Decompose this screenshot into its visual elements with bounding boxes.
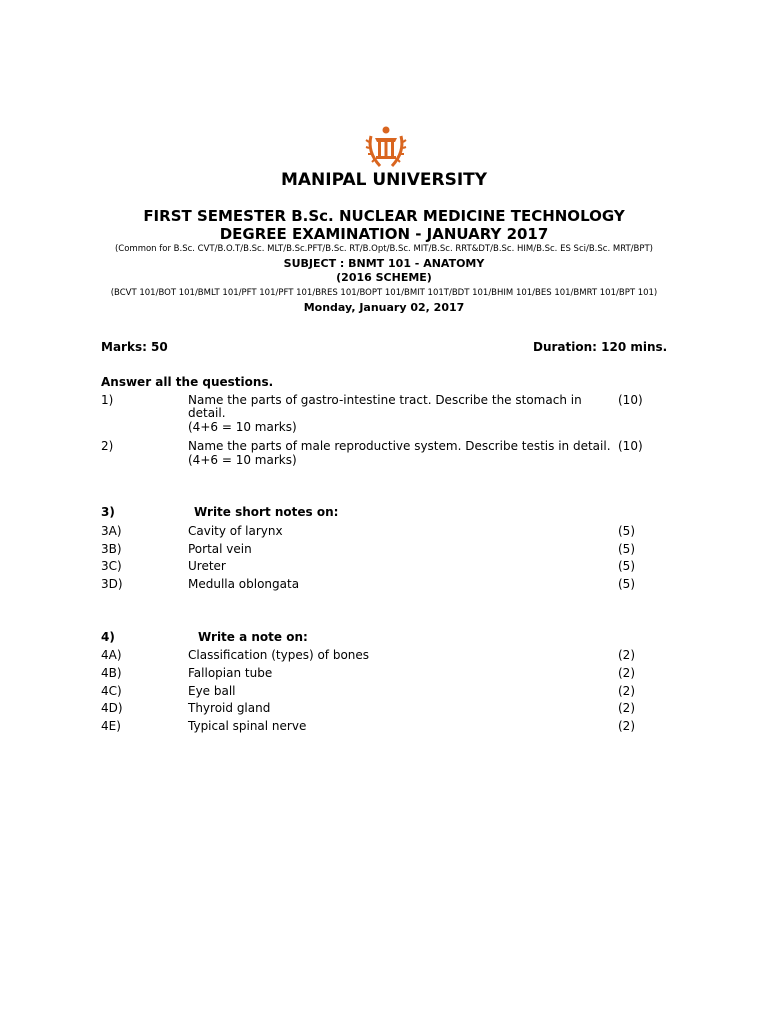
item-marks: (2)	[618, 701, 635, 715]
question-number: 2)	[101, 439, 114, 453]
total-marks: Marks: 50	[101, 340, 168, 354]
item-marks: (5)	[618, 524, 635, 538]
item-text: Eye ball	[188, 684, 236, 698]
common-note: (Common for B.Sc. CVT/B.O.T/B.Sc. MLT/B.Sc.PFT/B.Sc. RT/B.Opt/B.Sc. MIT/B.Sc. RRT&DT/B.Sc. HIM/B.Sc. ES Sci/B.Sc. MRT/BPT)	[114, 244, 654, 254]
instructions: Answer all the questions.	[101, 375, 274, 389]
exam-subtitle: DEGREE EXAMINATION - JANUARY 2017	[219, 225, 549, 243]
item-number: 4E)	[101, 719, 121, 733]
section-number: 4)	[101, 630, 115, 644]
item-text: Medulla oblongata	[188, 577, 300, 591]
item-marks: (5)	[618, 542, 635, 556]
item-text: Typical spinal nerve	[188, 719, 307, 733]
exam-date: Monday, January 02, 2017	[303, 301, 465, 314]
item-marks: (2)	[618, 684, 635, 698]
item-marks: (5)	[618, 577, 635, 591]
item-number: 4B)	[101, 666, 122, 680]
question-breakup: (4+6 = 10 marks)	[188, 453, 297, 467]
section-heading: Write a note on:	[198, 630, 308, 644]
item-number: 3C)	[101, 559, 122, 573]
section-heading: Write short notes on:	[194, 505, 339, 519]
section-number: 3)	[101, 505, 115, 519]
subject-line: SUBJECT : BNMT 101 - ANATOMY	[283, 257, 485, 270]
item-number: 3B)	[101, 542, 122, 556]
item-text: Portal vein	[188, 542, 252, 556]
university-title: MANIPAL UNIVERSITY	[280, 170, 488, 190]
item-number: 3A)	[101, 524, 122, 538]
item-text: Ureter	[188, 559, 226, 573]
item-marks: (2)	[618, 648, 635, 662]
duration: Duration: 120 mins.	[533, 340, 668, 354]
item-number: 4A)	[101, 648, 122, 662]
item-text: Cavity of larynx	[188, 524, 283, 538]
item-number: 4D)	[101, 701, 123, 715]
question-number: 1)	[101, 393, 114, 407]
item-text: Classification (types) of bones	[188, 648, 370, 662]
item-text: Fallopian tube	[188, 666, 273, 680]
question-text: Name the parts of gastro-intestine tract. Describe the stomach in	[188, 393, 582, 407]
question-breakup: (4+6 = 10 marks)	[188, 420, 297, 434]
item-marks: (5)	[618, 559, 635, 573]
scheme-line: (2016 SCHEME)	[336, 271, 432, 284]
item-number: 3D)	[101, 577, 123, 591]
item-number: 4C)	[101, 684, 122, 698]
item-text: Thyroid gland	[188, 701, 271, 715]
item-marks: (2)	[618, 719, 635, 733]
question-text-cont: detail.	[188, 406, 226, 420]
question-marks: (10)	[618, 393, 643, 407]
exam-title: FIRST SEMESTER B.Sc. NUCLEAR MEDICINE TECHNOLOGY	[143, 207, 625, 225]
question-marks: (10)	[618, 439, 643, 453]
university-logo-icon	[364, 124, 408, 172]
course-codes: (BCVT 101/BOT 101/BMLT 101/PFT 101/PFT 101/BRES 101/BOPT 101/BMIT 101T/BDT 101/BHIM 101/BES 101/BMRT 101/BPT 101)	[110, 288, 658, 298]
item-marks: (2)	[618, 666, 635, 680]
question-text: Name the parts of male reproductive system. Describe testis in detail.	[188, 439, 611, 453]
